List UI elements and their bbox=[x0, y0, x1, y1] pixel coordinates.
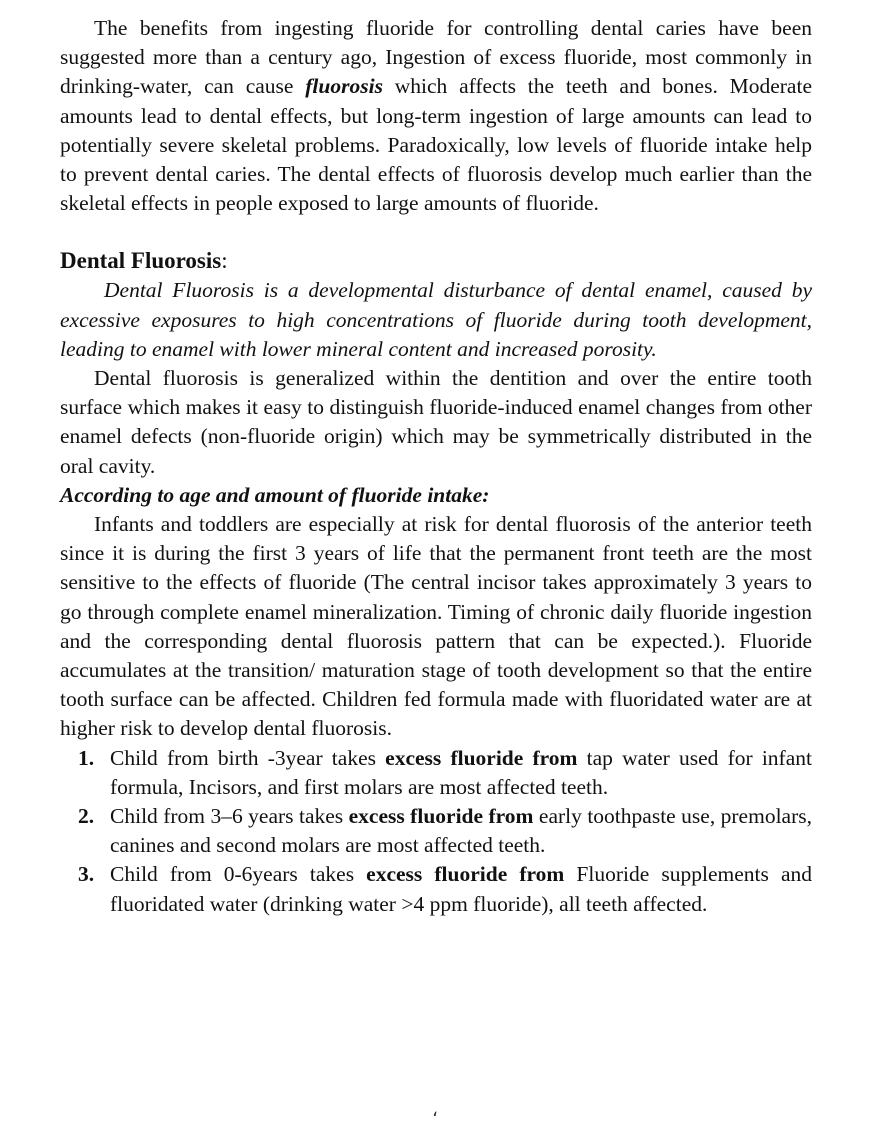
list-item-number: 2. bbox=[78, 804, 95, 829]
list-item-number: 3. bbox=[78, 862, 95, 887]
intro-paragraph bbox=[60, 14, 812, 218]
risk-paragraph: Infants and toddlers are especially at risk for dental fluorosis of the anterior teeth since it is during the first 3 years of life that the permanent front teeth are the most sensitive to the effects of fluoride (The central incisor takes approximately 3 years to go through complete enamel mineralization. Timing of chronic daily fluoride ingestion and the corresponding dental fluorosis pattern that can be expected.). Fluoride accumulates at the transition/ maturation stage of tooth development so that the entire tooth surface can be affected. Children fed formula made with fluoridated water are at higher risk to develop dental fluorosis. bbox=[60, 512, 812, 741]
list-item bbox=[78, 744, 812, 802]
page-mark: ، bbox=[432, 1100, 438, 1120]
list-item bbox=[78, 860, 812, 918]
intro-text-end: which affects the teeth and bones. Moderate amounts lead to dental effects, but long-term ingestion of large amounts can lead to potentially severe skeletal problems. Paradoxically, low levels of fluoride intake help to prevent dental caries. The dental effects of fluorosis develop much earlier than the skeletal effects in people exposed to large amounts of fluoride. bbox=[60, 74, 812, 216]
list-item bbox=[78, 802, 812, 860]
fluorosis-emphasis: fluorosis bbox=[305, 74, 383, 99]
section-heading-colon: : bbox=[221, 248, 228, 274]
list-item-rest: early toothpaste use, premolars, canines and second molars are most affected teeth. bbox=[110, 804, 812, 858]
list-item-lead: Child from 0-6years takes bbox=[110, 862, 367, 887]
age-intake-subheading: According to age and amount of fluoride intake: bbox=[60, 482, 490, 507]
list-item-number: 1. bbox=[78, 745, 95, 770]
intro-text-start: The benefits from ingesting fluoride for controlling dental caries have been suggested more than a century ago, Ingestion of excess fluoride, most commonly in drinking-water, can cause bbox=[60, 16, 812, 99]
age-effects-list bbox=[60, 744, 812, 919]
document-page bbox=[60, 14, 812, 919]
list-item-lead: Child from birth -3year takes bbox=[110, 745, 386, 770]
distribution-paragraph: Dental fluorosis is generalized within the dentition and over the entire tooth surface which makes it easy to distinguish fluoride-induced enamel changes from other enamel defects (non-fluoride origin) which may be symmetrically distributed in the oral cavity. bbox=[60, 366, 812, 478]
definition-paragraph: Dental Fluorosis is a developmental disturbance of dental enamel, caused by excessive exposures to high concentrations of fluoride during tooth development, leading to enamel with lower mineral content and increased porosity. bbox=[60, 278, 812, 361]
section-heading bbox=[60, 246, 812, 276]
list-item-bold: excess fluoride from bbox=[348, 804, 534, 829]
list-item-rest: tap water used for infant formula, Incisors, and first molars are most affected teeth. bbox=[110, 745, 812, 799]
list-item-lead: Child from 3–6 years takes bbox=[110, 804, 349, 829]
list-item-bold: excess fluoride from bbox=[385, 745, 578, 770]
section-heading-text: Dental Fluorosis bbox=[60, 248, 222, 274]
list-item-bold: excess fluoride from bbox=[366, 862, 565, 887]
list-item-rest: Fluoride supplements and fluoridated water (drinking water >4 ppm fluoride), all teeth affected. bbox=[110, 862, 812, 916]
